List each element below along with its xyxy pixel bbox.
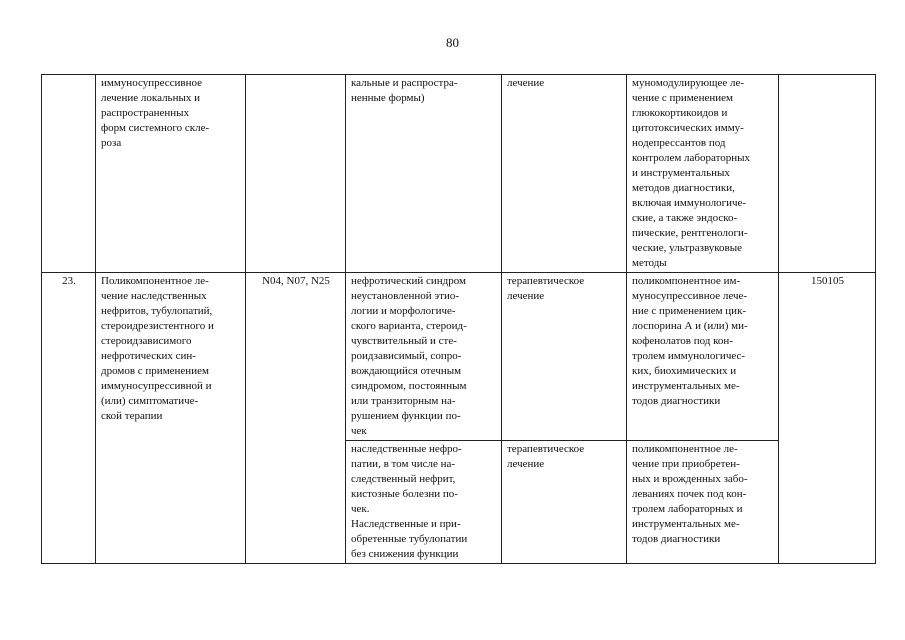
cell-sum — [779, 75, 876, 273]
name-text: Поликомпонентное ле- чение наследственных нефритов, тубулопатий, стероидрезистентного и стероидзависимого нефротических син- дромов с применением иммуносупрессивной и (или) симптоматиче- ской терапии — [101, 275, 214, 422]
medical-care-table — [41, 74, 876, 564]
name-text: иммуносупрессивное лечение локальных и распространенных форм системного скле- роза — [101, 77, 210, 149]
cell-treatment — [502, 75, 627, 273]
method-text: поликомпонентное им- муносупрессивное лече- ние с применением цик- лоспорина А и (или) ми- кофенолатов под кон- тролем иммунологичес- ких, биохимических и инструментальных ме- тодов диагностики — [632, 275, 748, 407]
model-text: наследственные нефро- патии, в том числе на- следственный нефрит, кистозные болезни по- чек. Наследственные и при- обретенные тубулопатии без снижения функции — [351, 443, 468, 560]
cell-model — [346, 273, 502, 441]
cell-method — [627, 75, 779, 273]
cell-treatment — [502, 273, 627, 441]
model-text: кальные и распростра- ненные формы) — [351, 77, 458, 104]
table-row-23 — [42, 273, 876, 441]
method-text: поликомпонентное ле- чение при приобретен- ных и врожденных забо- леваниях почек под кон- тролем лабораторных и инструментальных ме- тодов диагностики — [632, 443, 748, 545]
cell-no — [42, 75, 96, 273]
treatment-text: терапевтическое лечение — [507, 443, 585, 470]
cell-method — [627, 441, 779, 564]
table-row-continuation — [42, 75, 876, 273]
sum-text: 150105 — [811, 275, 844, 287]
cell-treatment — [502, 441, 627, 564]
row-number-text: 23. — [62, 275, 76, 287]
codes-text: N04, N07, N25 — [262, 275, 330, 287]
page-number: 80 — [446, 35, 459, 50]
model-text: нефротический синдром неустановленной этио- логии и морфологиче- ского варианта, стероид- чувствительный и сте- роидзависимый, сопро- вождающийся отечным синдромом, постоянным или транзиторным на- рушением функции по- чек — [351, 275, 467, 437]
cell-sum — [779, 273, 876, 564]
cell-name — [96, 75, 246, 273]
method-text: мунoмодулирующее ле- чение с применением глюкокортикоидов и цитотоксических имму- нодепрессантов под контролем лабораторных и инструментальных методов диагностики, включая иммунологиче- ские, а также эндоско- пические, рентгенологи- ческие, ультразвуковые методы — [632, 77, 751, 269]
treatment-text: лечение — [507, 77, 545, 89]
cell-model — [346, 75, 502, 273]
treatment-text: терапевтическое лечение — [507, 275, 585, 302]
cell-model — [346, 441, 502, 564]
cell-name — [96, 273, 246, 564]
cell-method — [627, 273, 779, 441]
cell-row-number — [42, 273, 96, 564]
cell-codes — [246, 75, 346, 273]
cell-codes — [246, 273, 346, 564]
